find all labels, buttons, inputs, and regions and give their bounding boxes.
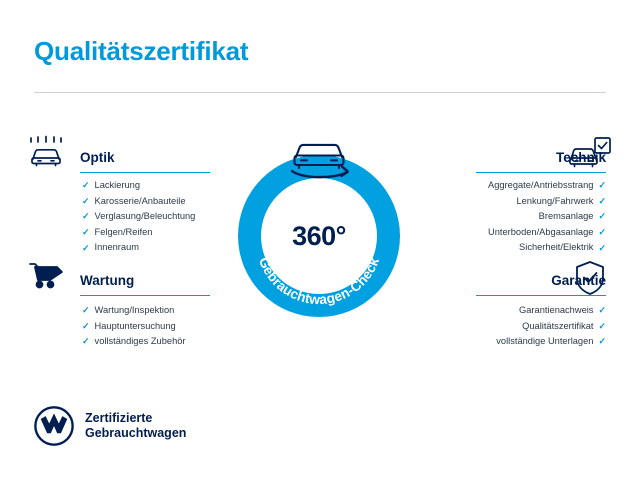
section-heading-wartung: Wartung [80, 273, 135, 288]
list-wartung [82, 303, 186, 350]
footer-brand [34, 406, 186, 446]
check-icon: ✓ [82, 227, 90, 238]
section-rule-garantie [476, 295, 606, 296]
list-item-label: Sicherheit/Elektrik [519, 242, 594, 253]
arc-label: Gebrauchtwagen-Check [255, 255, 383, 308]
vw-logo-icon [34, 406, 74, 446]
footer-line-1: Zertifizierte [85, 411, 153, 425]
section-heading-optik: Optik [80, 150, 115, 165]
list-item-label: Karosserie/Anbauteile [94, 195, 186, 206]
list-item-label: Garantienachweis [519, 305, 594, 315]
list-item-label: Wartung/Inspektion [94, 305, 175, 315]
list-optik [82, 178, 195, 256]
section-heading-technik: Technik [555, 150, 606, 165]
footer-text [85, 411, 186, 441]
badge-degrees: 360° [292, 220, 346, 251]
list-item [82, 225, 195, 241]
list-item-label: vollständige Unterlagen [496, 336, 594, 347]
list-item-label: Hauptuntersuchung [94, 320, 176, 331]
list-item-label: Lenkung/Fahrwerk [516, 195, 594, 206]
check-icon: ✓ [598, 195, 606, 206]
list-item [346, 319, 606, 335]
list-item [82, 240, 195, 256]
list-item [82, 209, 195, 225]
list-item-label: Unterboden/Abgasanlage [488, 226, 594, 237]
check-icon: ✓ [598, 305, 606, 316]
service-cart-icon [26, 258, 68, 295]
list-item-label: Lackierung [94, 180, 141, 190]
check-icon: ✓ [598, 320, 606, 331]
title-divider [34, 92, 606, 93]
list-item [346, 334, 606, 350]
list-item [82, 194, 195, 210]
list-item-label: Bremsanlage [538, 211, 594, 222]
list-item [82, 319, 186, 335]
check-icon: ✓ [598, 242, 606, 253]
check-icon: ✓ [598, 336, 606, 347]
check-icon: ✓ [82, 211, 90, 222]
check-icon: ✓ [82, 336, 90, 347]
car-wash-icon [26, 133, 66, 172]
section-rule-optik [80, 172, 210, 173]
list-item [82, 178, 195, 194]
list-item-label: Qualitätszertifikat [522, 320, 594, 331]
check-icon: ✓ [82, 195, 90, 206]
car-360-icon [286, 133, 356, 185]
badge-360 [228, 133, 412, 317]
section-rule-wartung [80, 295, 210, 296]
check-icon: ✓ [82, 242, 90, 253]
list-item [82, 334, 186, 350]
list-item-label: vollständiges Zubehör [94, 336, 186, 347]
check-icon: ✓ [598, 180, 606, 191]
check-icon: ✓ [82, 180, 90, 191]
list-item [82, 303, 186, 319]
list-item-label: Aggregate/Antriebsstrang [488, 180, 594, 190]
section-heading-garantie: Garantie [551, 273, 606, 288]
check-icon: ✓ [598, 211, 606, 222]
section-rule-technik [476, 172, 606, 173]
footer-line-2: Gebrauchtwagen [85, 426, 187, 440]
list-item-label: Verglasung/Beleuchtung [94, 211, 196, 222]
check-icon: ✓ [82, 305, 90, 316]
list-item-label: Felgen/Reifen [94, 226, 153, 237]
check-icon: ✓ [82, 320, 90, 331]
list-item-label: Innenraum [94, 242, 139, 253]
page-title: Qualitätszertifikat [34, 36, 249, 66]
check-icon: ✓ [598, 227, 606, 238]
